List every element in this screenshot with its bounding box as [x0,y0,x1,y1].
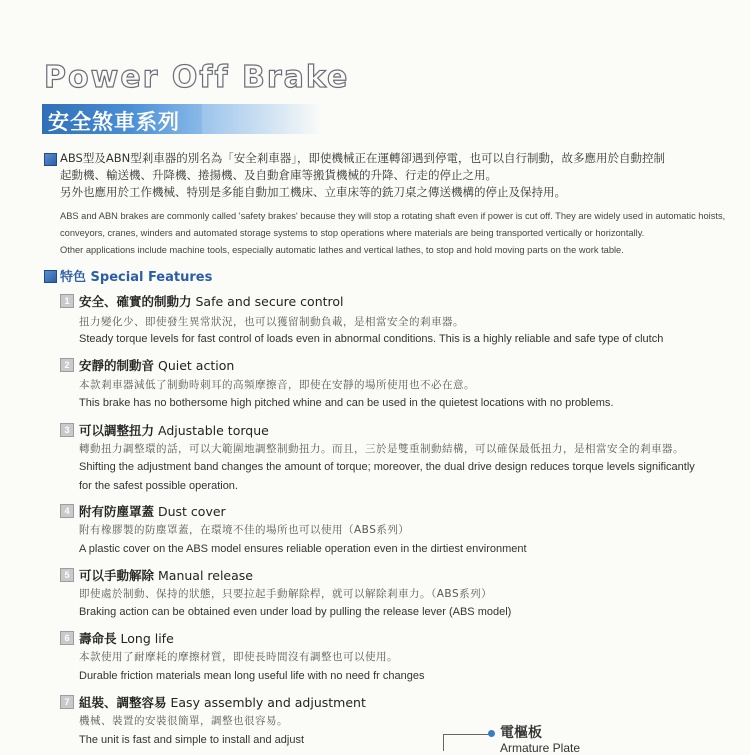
feature-number-2: 2 [60,358,74,372]
intro-en-line-1: ABS and ABN brakes are commonly called 'safety brakes' because they will stop a rotating shaft even if power is cut off. They are widely used in automatic hoists, [60,211,726,221]
feature-title-3 [79,421,269,439]
intro-zh-line-1: ABS型及ABN型剎車器的別名為「安全剎車器」，即使機械正在運轉卻遇到停電，也可以自行制動，故多應用於自動控制 [60,151,665,165]
feature-title-zh: 附有防塵罩蓋 [79,504,155,519]
feature-desc-en-7: The unit is fast and simple to install and adjust [79,734,305,746]
title-banner-fade [202,104,322,134]
feature-number-7: 7 [60,695,74,709]
armature-plate-label-en: Armature Plate [500,741,581,755]
feature-desc-zh-3: 轉動扭力調整環的話，可以大範圍地調整制動扭力。而且，三於是雙重制動結構，可以確保最低扭力，是相當安全的剎車器。 [79,443,684,455]
feature-desc-zh-1: 扭力變化少、即使發生異常狀況，也可以獲留制動負載，是相當安全的剎車器。 [79,316,464,328]
feature-desc-en-6: Durable friction materials mean long useful life with no need fr changes [79,670,425,682]
feature-number-3: 3 [60,423,74,437]
intro-en-line-2: conveyors, cranes, winders and automated storage systems to stop operations where materials are being transported vertically or horizontally. [60,228,645,238]
intro-zh-line-2: 起動機、輸送機、升降機、捲揚機、及自動倉庫等搬貨機械的升降、行走的停止之用。 [60,168,497,182]
feature-desc-zh-6: 本款使用了耐摩耗的摩擦材質，即使長時間沒有調整也可以使用。 [79,651,398,663]
feature-number-6: 6 [60,631,74,645]
features-heading [60,266,212,285]
page-title-en: Power Off Brake [44,60,350,95]
feature-desc-zh-7: 機械、裝置的安裝很簡單，調整也很容易。 [79,715,288,727]
armature-plate-label-zh: 電樞板 [500,725,542,741]
intro-zh-line-3: 另外也應用於工作機械、特別是多能自動加工機床、立車床等的銑刀桌之傳送機構的停止及保持用。 [60,185,566,199]
feature-title-zh: 組裝、調整容易 [79,695,167,710]
page-title-zh: 安全煞車系列 [48,110,180,134]
feature-desc-en-1: Steady torque levels for fast control of loads even in abnormal conditions. This is a highly reliable and safe type of clutch [79,333,664,345]
feature-title-zh: 安全、確實的制動力 [79,294,192,309]
feature-title-5 [79,566,253,584]
feature-title-en: Dust cover [158,504,226,519]
feature-desc-en-2: This brake has no bothersome high pitched whine and can be used in the quietest locations with no problems. [79,397,614,409]
features-bullet-icon [44,270,57,283]
feature-title-en: Easy assembly and adjustment [170,695,366,710]
feature-desc-zh-2: 本款剎車器減低了制動時刺耳的高頻摩擦音，即使在安靜的場所使用也不必在意。 [79,379,475,391]
feature-title-zh: 壽命長 [79,631,117,646]
feature-desc-en-5: Braking action can be obtained even under load by pulling the release lever (ABS model) [79,606,512,618]
features-heading-zh: 特色 [60,270,87,285]
feature-title-en: Adjustable torque [158,423,269,438]
feature-title-7 [79,693,366,711]
intro-en-line-3: Other applications include machine tools, especially automatic lathes and vertical lathes, to stop and hold moving parts on the work table. [60,245,624,255]
feature-title-en: Quiet action [158,358,235,373]
feature-number-5: 5 [60,568,74,582]
feature-number-4: 4 [60,504,74,518]
feature-title-en: Long life [120,631,174,646]
feature-number-1: 1 [60,294,74,308]
armature-plate-leader-line [443,734,492,751]
feature-title-zh: 可以調整扭力 [79,423,155,438]
feature-title-en: Safe and secure control [195,294,344,309]
feature-title-6 [79,629,174,647]
feature-desc-en-4: A plastic cover on the ABS model ensures reliable operation even in the dirtiest environment [79,543,527,555]
feature-title-2 [79,356,234,374]
feature-title-zh: 安靜的制動音 [79,358,155,373]
armature-plate-marker-icon [488,730,495,737]
features-heading-en: Special Features [90,270,213,285]
feature-title-en: Manual release [158,568,253,583]
feature-title-zh: 可以手動解除 [79,568,155,583]
feature-title-4 [79,502,226,520]
feature-title-1 [79,292,344,310]
feature-desc-zh-4: 附有橡膠製的防塵罩蓋，在環境不佳的場所也可以使用（ABS系列） [79,524,410,536]
feature-desc-en-3-line-1: Shifting the adjustment band changes the amount of torque; moreover, the dual drive design reduces torque levels significantly [79,461,695,473]
intro-bullet-icon [44,153,57,166]
feature-desc-zh-5: 即使處於制動、保持的狀態，只要拉起手動解除桿，就可以解除剎車力。（ABS系列） [79,588,493,600]
feature-desc-en-3-line-2: for the safest possible operation. [79,480,238,492]
